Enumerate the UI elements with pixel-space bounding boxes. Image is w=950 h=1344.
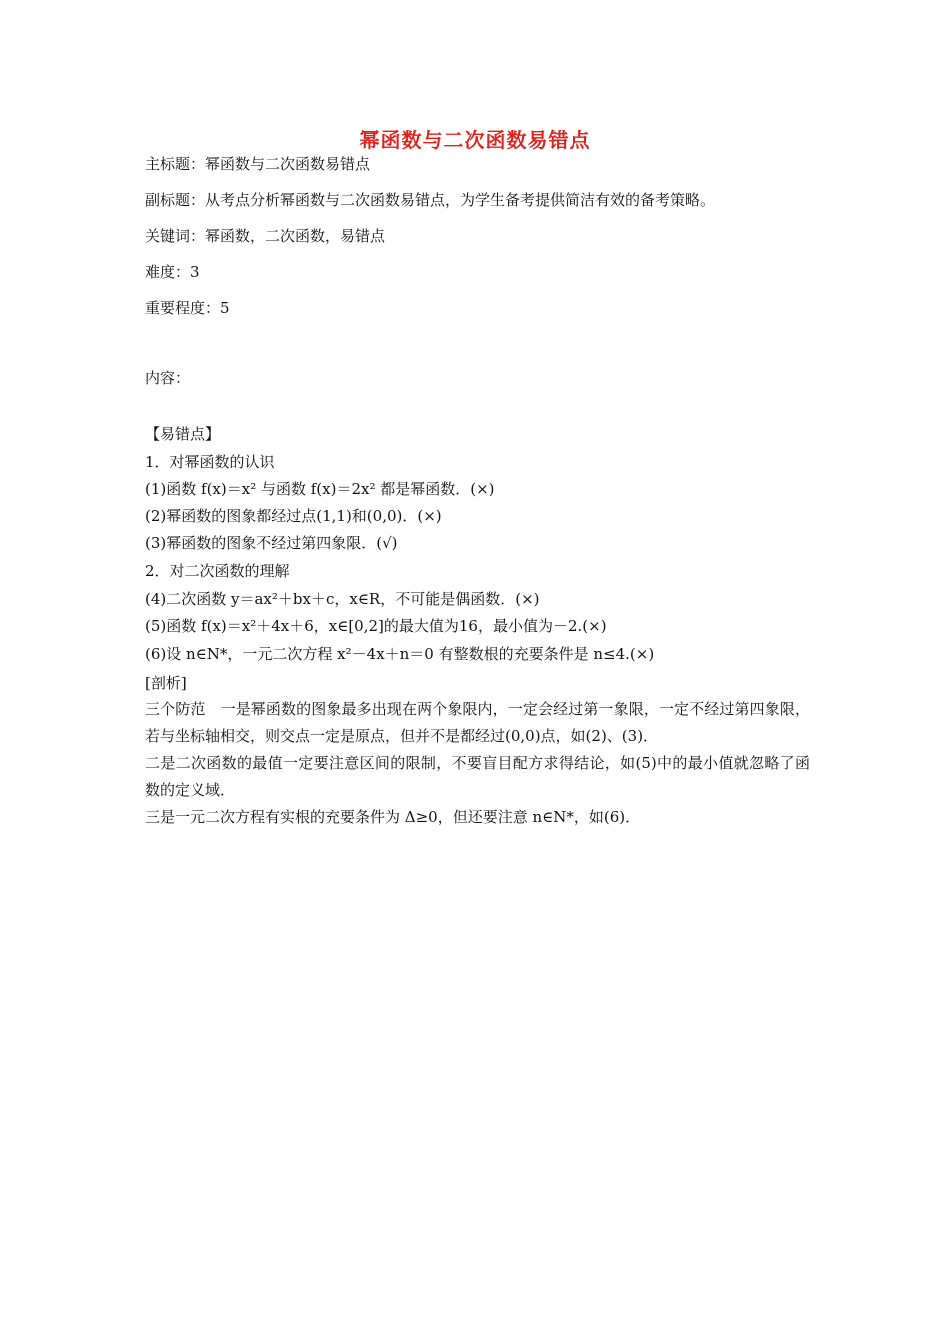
- keywords-line: 关键词：幂函数，二次函数，易错点: [145, 227, 386, 245]
- content-label: 内容：: [145, 369, 191, 387]
- difficulty-line: 难度：3: [145, 263, 200, 281]
- item-line: (5)函数 f(x)＝x²＋4x＋6，x∈[0,2]的最大值为16，最小值为－2.(×): [145, 617, 607, 635]
- document-title: 幂函数与二次函数易错点: [359, 128, 591, 152]
- item-line: (6)设 n∈N*，一元二次方程 x²－4x＋n＝0 有整数根的充要条件是 n≤4.(×): [145, 645, 655, 663]
- analysis-paragraph: 三是一元二次方程有实根的充要条件为 Δ≥0，但还要注意 n∈N*，如(6)．: [145, 808, 641, 826]
- item-line: 2．对二次函数的理解: [145, 562, 290, 580]
- item-line: (4)二次函数 y＝ax²＋bx＋c，x∈R，不可能是偶函数．(×): [145, 590, 540, 608]
- item-line: (2)幂函数的图象都经过点(1,1)和(0,0)．(×): [145, 507, 442, 525]
- analysis-paragraph: 三个防范 一是幂函数的图象最多出现在两个象限内，一定会经过第一象限，一定不经过第四象限，若与坐标轴相交，则交点一定是原点，但并不是都经过(0,0)点，如(2)、(3)．: [145, 700, 810, 745]
- analysis-label: [剖析]: [145, 674, 187, 692]
- main-title-line: 主标题：幂函数与二次函数易错点: [145, 155, 371, 173]
- analysis-paragraph: 二是二次函数的最值一定要注意区间的限制，不要盲目配方求得结论，如(5)中的最小值就忽略了函数的定义域．: [145, 754, 810, 799]
- subtitle-line: 副标题：从考点分析幂函数与二次函数易错点，为学生备考提供简洁有效的备考策略。: [145, 191, 716, 209]
- section-heading: 【易错点】: [145, 425, 221, 443]
- item-line: 1．对幂函数的认识: [145, 453, 275, 471]
- item-line: (1)函数 f(x)＝x² 与函数 f(x)＝2x² 都是幂函数．(×): [145, 480, 495, 498]
- item-line: (3)幂函数的图象不经过第四象限．(√): [145, 534, 398, 552]
- importance-line: 重要程度：5: [145, 299, 230, 317]
